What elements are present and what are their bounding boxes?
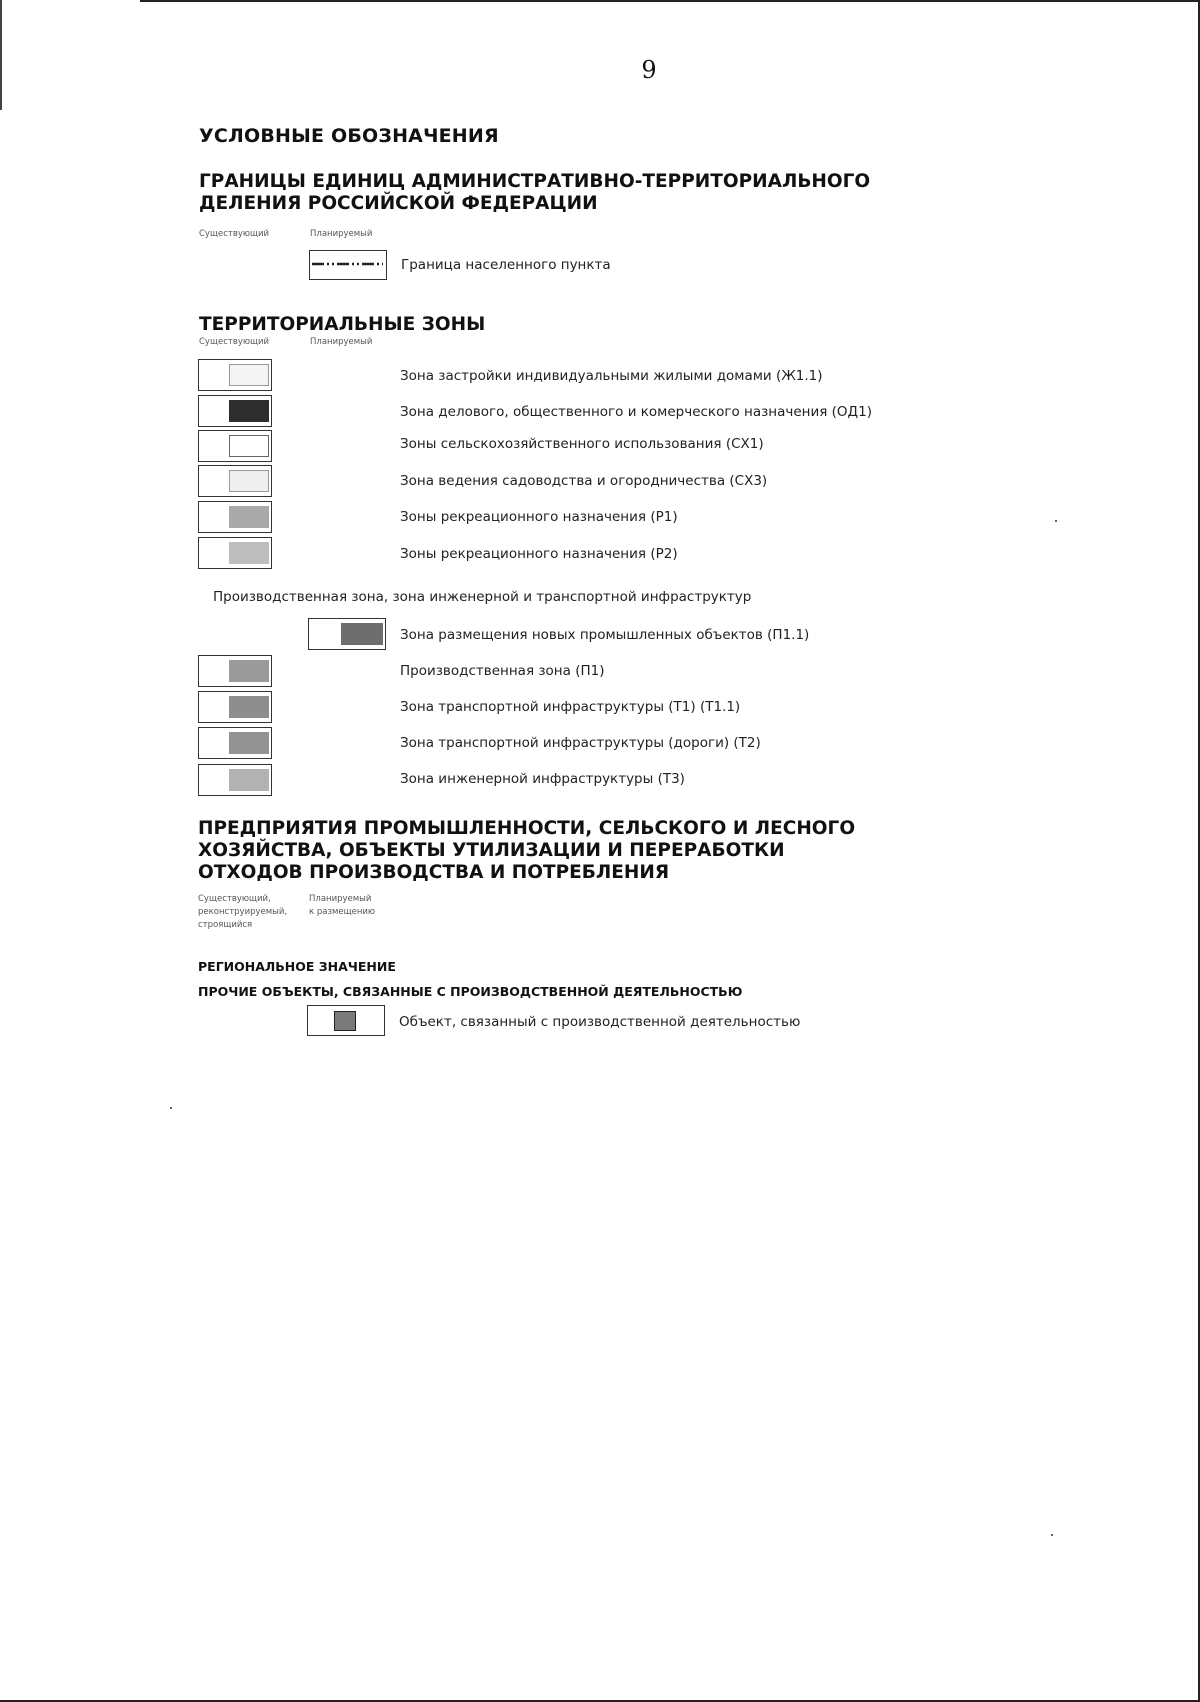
dash-dot-line-icon [310, 251, 385, 278]
legend-label-zh11: Зона застройки индивидуальными жилыми домами (Ж1.1) [400, 368, 823, 384]
legend-label-t3: Зона инженерной инфраструктуры (Т3) [400, 771, 685, 787]
settlement-boundary-swatch [309, 250, 387, 280]
legend-label-p1: Производственная зона (П1) [400, 663, 605, 679]
enterprises-heading-line3: ОТХОДОВ ПРОИЗВОДСТВА И ПОТРЕБЛЕНИЯ [198, 862, 670, 883]
zone-swatch-p1 [198, 655, 272, 687]
enterprises-col-planned-line1: Планируемый [309, 894, 372, 904]
legend-title: УСЛОВНЫЕ ОБОЗНАЧЕНИЯ [199, 125, 499, 147]
regional-heading: РЕГИОНАЛЬНОЕ ЗНАЧЕНИЕ [198, 959, 396, 974]
enterprises-heading-line1: ПРЕДПРИЯТИЯ ПРОМЫШЛЕННОСТИ, СЕЛЬСКОГО И ЛЕСНОГО [198, 818, 856, 839]
page-number: 9 [641, 56, 657, 84]
boundaries-heading-line1: ГРАНИЦЫ ЕДИНИЦ АДМИНИСТРАТИВНО-ТЕРРИТОРИАЛЬНОГО [199, 171, 871, 192]
zones-col-existing-header: Существующий [199, 337, 270, 347]
zones-heading: ТЕРРИТОРИАЛЬНЫЕ ЗОНЫ [199, 314, 486, 335]
zone-swatch-zh11 [198, 359, 272, 391]
zone-swatch-r1 [198, 501, 272, 533]
legend-label-p11: Зона размещения новых промышленных объектов (П1.1) [400, 627, 810, 643]
legend-label-od1: Зона делового, общественного и комерческого назначения (ОД1) [400, 404, 872, 420]
zones-col-planned-header: Планируемый [310, 337, 373, 347]
scan-edge-left [0, 0, 2, 110]
col-existing-header: Существующий [199, 229, 270, 239]
scan-speck [1055, 520, 1057, 522]
enterprises-col-existing-line1: Существующий, [198, 894, 271, 904]
legend-label-t2: Зона транспортной инфраструктуры (дороги) (Т2) [400, 735, 761, 751]
scan-speck [1051, 1534, 1053, 1536]
boundaries-heading-line2: ДЕЛЕНИЯ РОССИЙСКОЙ ФЕДЕРАЦИИ [199, 193, 598, 214]
zone-swatch-t1 [198, 691, 272, 723]
zone-swatch-p11 [308, 618, 386, 650]
zone-swatch-r2 [198, 537, 272, 569]
scan-edge-top [140, 0, 1200, 2]
other-objects-heading: ПРОЧИЕ ОБЪЕКТЫ, СВЯЗАННЫЕ С ПРОИЗВОДСТВЕННОЙ ДЕЯТЕЛЬНОСТЬЮ [198, 984, 743, 999]
zone-swatch-skh3 [198, 465, 272, 497]
enterprises-col-existing-line2: реконструируемый, [198, 907, 288, 917]
production-zones-subheading: Производственная зона, зона инженерной и транспортной инфраструктур [213, 589, 752, 605]
legend-label-settlement-boundary: Граница населенного пункта [401, 257, 611, 273]
zone-swatch-t3 [198, 764, 272, 796]
legend-label-skh1: Зоны сельскохозяйственного использования (СХ1) [400, 436, 764, 452]
enterprises-col-planned-line2: к размещению [309, 907, 376, 917]
legend-label-t1: Зона транспортной инфраструктуры (Т1) (Т1.1) [400, 699, 741, 715]
legend-label-skh3: Зона ведения садоводства и огородничества (СХ3) [400, 473, 768, 489]
enterprises-col-existing-line3: строящийся [198, 920, 253, 930]
col-planned-header: Планируемый [310, 229, 373, 239]
zone-swatch-t2 [198, 727, 272, 759]
zone-swatch-od1 [198, 395, 272, 427]
scan-speck [170, 1107, 172, 1109]
legend-label-r2: Зоны рекреационного назначения (Р2) [400, 546, 678, 562]
production-object-swatch [307, 1005, 385, 1036]
enterprises-heading-line2: ХОЗЯЙСТВА, ОБЪЕКТЫ УТИЛИЗАЦИИ И ПЕРЕРАБОТКИ [198, 840, 785, 861]
legend-label-production-object: Объект, связанный с производственной деятельностью [399, 1014, 801, 1030]
zone-swatch-skh1 [198, 430, 272, 462]
legend-label-r1: Зоны рекреационного назначения (Р1) [400, 509, 678, 525]
production-object-icon [334, 1011, 356, 1031]
